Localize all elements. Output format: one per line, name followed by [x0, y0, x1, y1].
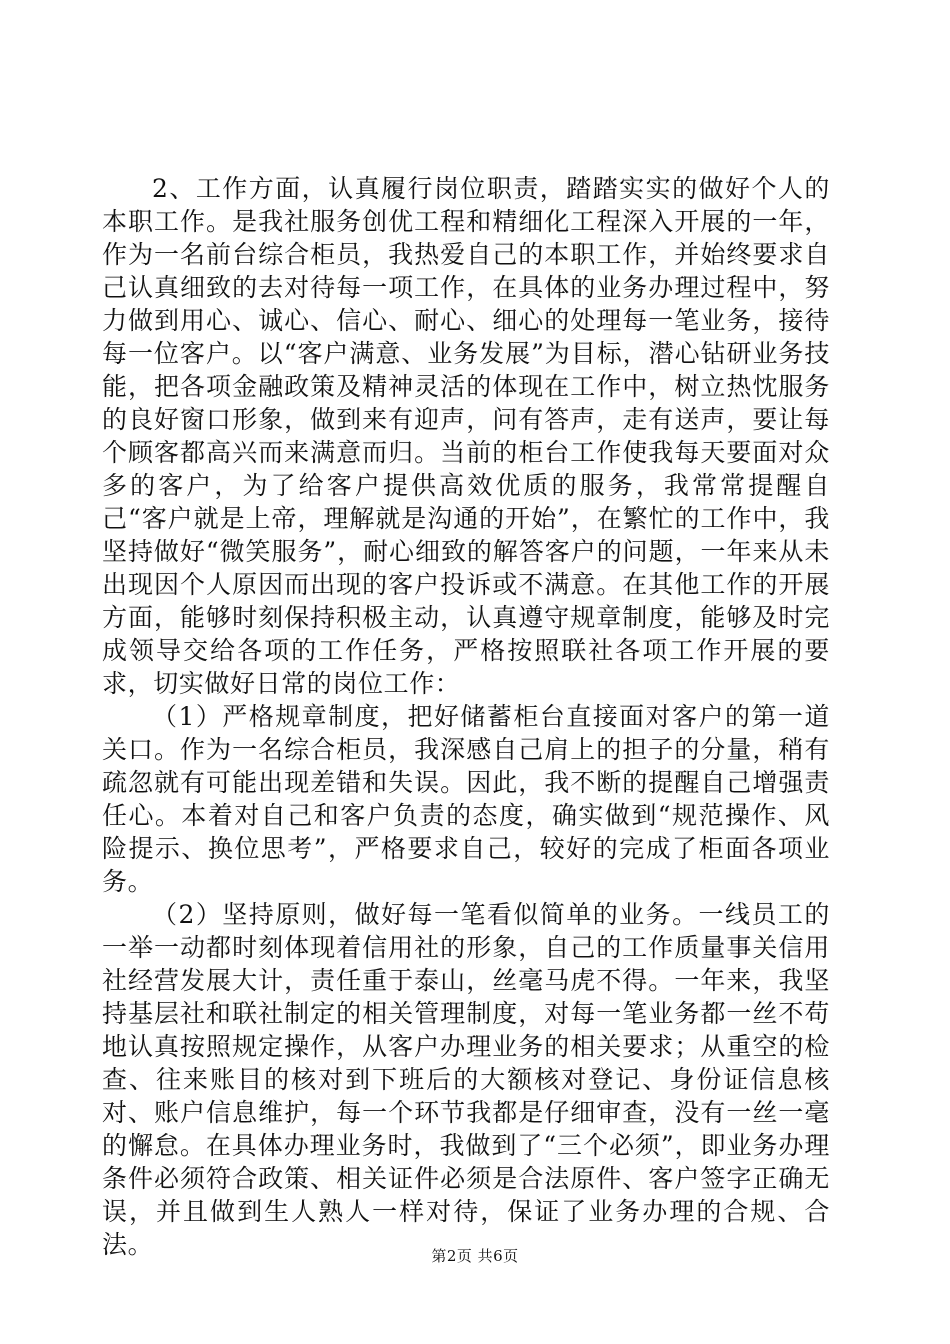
page-number-footer: 第2页 共6页 [431, 1247, 519, 1265]
document-body [102, 172, 830, 1261]
paragraph-work-aspect: 2、工作方面，认真履行岗位职责，踏踏实实的做好个人的本职工作。是我社服务创优工程和精细化工程深入开展的一年，作为一名前台综合柜员，我热爱自己的本职工作，并始终要求自己认真细致的去对待每一项工作，在具体的业务办理过程中，努力做到用心、诚心、信心、耐心、细心的处理每一笔业务，接待每一位客户。以“客户满意、业务发展”为目标，潜心钻研业务技能，把各项金融政策及精神灵活的体现在工作中，树立热忱服务的良好窗口形象，做到来有迎声，问有答声，走有送声，要让每个顾客都高兴而来满意而归。当前的柜台工作使我每天要面对众多的客户，为了给客户提供高效优质的服务，我常常提醒自己“客户就是上帝，理解就是沟通的开始”，在繁忙的工作中，我坚持做好“微笑服务”，耐心细致的解答客户的问题，一年来从未出现因个人原因而出现的客户投诉或不满意。在其他工作的开展方面，能够时刻保持积极主动，认真遵守规章制度，能够及时完成领导交给各项的工作任务，严格按照联社各项工作开展的要求，切实做好日常的岗位工作： [102, 174, 830, 698]
paragraph-strict-rules: （1）严格规章制度，把好储蓄柜台直接面对客户的第一道关口。作为一名综合柜员，我深感自己肩上的担子的分量，稍有疏忽就有可能出现差错和失误。因此，我不断的提醒自己增强责任心。本着对自己和客户负责的态度，确实做到“规范操作、风险提示、换位思考”，严格要求自己，较好的完成了柜面各项业务。 [102, 702, 830, 896]
paragraph-adhere-principles: （2）坚持原则，做好每一笔看似简单的业务。一线员工的一举一动都时刻体现着信用社的形象，自己的工作质量事关信用社经营发展大计，责任重于泰山，丝毫马虎不得。一年来，我坚持基层社和联社制定的相关管理制度，对每一笔业务都一丝不苟地认真按照规定操作，从客户办理业务的相关要求；从重空的检查、往来账目的核对到下班后的大额核对登记、身份证信息核对、账户信息维护，每一个环节我都是仔细审查，没有一丝一毫的懈怠。在具体办理业务时，我做到了“三个必须”，即业务办理条件必须符合政策、相关证件必须是合法原件、客户签字正确无误，并且做到生人熟人一样对待，保证了业务办理的合规、合法。 [102, 900, 830, 1259]
